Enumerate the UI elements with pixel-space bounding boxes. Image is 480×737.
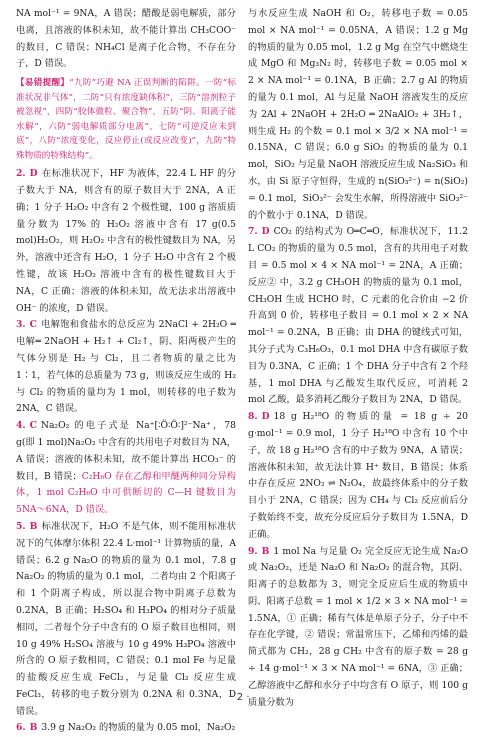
question-number: 7. (248, 226, 258, 238)
question-number: 3. (16, 319, 26, 331)
answer-letter: D (29, 168, 38, 180)
right-column (248, 6, 468, 711)
explanation: 3.9 g Na₂O₂ 的物质的量为 0.05 mol，Na₂O₂ (41, 722, 236, 734)
question-number: 5. (16, 520, 26, 532)
question-4 (16, 418, 236, 519)
explanation: 电解饱和食盐水的总反应为 2NaCl + 2H₂O ═电解═ 2NaOH + H₂↑ + Cl₂↑，阴、阳两极产生的气体分别是 H₂ 与 Cl₂，且二者物质的量之比为 1∶1，若气体的总质量为 73 g，则该反应生成的 H₂ 与 Cl₂ 的物质的量均为 1 mol，则转移的电子数为 2NA，C 错误。 (16, 319, 236, 415)
question-3 (16, 317, 236, 418)
explanation: 18 g H₂¹⁸O 的物质的量 = 18 g ÷ 20 g·mol⁻¹ = 0.9 mol，1 分子 H₂¹⁸O 中含有 10 个中子，故 18 g H₂¹⁸O 含有的中子数为 9NA，A 错误；溶液体积未知，故无法计算 H⁺ 数目，B 错误；体系中存在反应 2NO₂ ⇌ N₂O₄，故最终体系中的分子数目小于 2NA，C 错误；因为 CH₄ 与 Cl₂ 反应前后分子数始终不变，故充分反应后分子数目为 1.5NA，D 正确。 (248, 411, 468, 540)
answer-letter: C (29, 319, 37, 331)
tip-title: 【易错提醒】 (16, 78, 70, 89)
left-column (16, 6, 236, 737)
answer-letter: B (29, 722, 38, 734)
explanation: CO₂ 的结构式为 O═C═O，标准状况下，11.2 L CO₂ 的物质的量为 0.5 mol，含有的共用电子对数目 = 0.5 mol × 4 × NA mol⁻¹ = 2NA，A 正确；反应② 中，3.2 g CH₃OH 的物质的量为 0.1 mol，CH₃OH 生成 HCHO 时，C 元素的化合价由 −2 价升高到 0 价，转移电子数目 = 0.1 mol × 2 × NA mol⁻¹ = 0.2NA，B 正确；由 DHA 的键线式可知，其分子式为 C₃H₆O₃，0.1 mol DHA 中含有碳原子数目为 0.3NA，C 正确；1 个 DHA 分子中含有 2 个羟基，1 mol DHA 与乙酸发生取代反应，可消耗 2 mol 乙酸，最多消耗乙酸分子数目为 2NA，D 错误。 (248, 226, 468, 406)
question-number: 4. (16, 420, 26, 432)
answer-letter: D (261, 226, 270, 238)
question-7 (248, 224, 468, 409)
error-tip (16, 76, 236, 163)
tip-body: “九防”巧避 NA 正误判断的陷阱。一防“标准状况非气体”，二防“只有浓度缺体积”，三防“溶剂粒子被忽视”，四防“胶体微粒、聚合物”，五防“阴、阳离子能水解”，六防“弱电解质部分电离”，七防“可逆反应未到底”，八防“浓度变化，反应停止(或反应改变)”，九防“特殊物质的特殊结构”。 (16, 78, 236, 161)
paragraph: 与水反应生成 NaOH 和 O₂，转移电子数 = 0.05 mol × NA mol⁻¹ = 0.05NA，A 错误；1.2 g Mg 的物质的量为 0.05 mol，1.2 g Mg 在空气中燃烧生成 MgO 和 Mg₃N₂ 时，转移电子数 = 0.05 mol × 2 × NA mol⁻¹ = 0.1NA，B 正确；2.7 g Al 的物质的量为 0.1 mol，Al 与足量 NaOH 溶液发生的反应为 2Al + 2NaOH + 2H₂O ═ 2NaAlO₂ + 3H₂↑，则生成 H₂ 的个数 = 0.1 mol × 3/2 × NA mol⁻¹ = 0.15NA，C 错误；6.0 g SiO₂ 的物质的量为 0.1 mol，SiO₂ 与足量 NaOH 溶液反应生成 Na₂SiO₃ 和水，由 Si 原子守恒得，生成的 n(SiO₃²⁻) = n(SiO₂) = 0.1 mol，SiO₃²⁻ 会发生水解，所得溶液中 SiO₃²⁻ 的个数小于 0.1NA，D 错误。 (248, 8, 469, 221)
answer-letter: D (261, 411, 270, 423)
explanation: Na₂O₂ 的电子式是 Na⁺[∶Ö∶Ö∶]²⁻Na⁺，78 g(即 1 mol)Na₂O₂ 中含有的共用电子对数目为 NA，A 错误；溶液的体积未知，故不能计算出 HCO₃⁻ 的数目，B 错误； (16, 420, 236, 482)
question-6 (16, 720, 236, 737)
question-number: 8. (248, 411, 258, 423)
explanation: 1 mol Na 与足量 O₂ 完全反应无论生成 Na₂O 或 Na₂O₂，还是 Na₂O 和 Na₂O₂ 的混合物，其阴、阳离子的总数都为 3，则完全反应后生成的物质中阴、阳离子总数 = 1 mol × 1/2 × 3 × NA mol⁻¹ = 1.5NA，① 正确；稀有气体是单原子分子，分子中不存在化学键，② 错误；常温常压下，乙烯和丙烯的最简式都为 CH₂，28 g CH₂ 中含有的原子数 = 28 g ÷ 14 g·mol⁻¹ × 3 × NA mol⁻¹ = 6NA，③ 正确；乙醇溶液中乙醇和水分子中均含有 O 原子，则 100 g 质量分数为 (248, 545, 468, 708)
explanation: 在标准状况下，HF 为液体，22.4 L HF 的分子数大于 NA，则含有的原子数目大于 2NA，A 正确；1 分子 H₂O₂ 中含有 2 个极性键，100 g 溶质质量分数为 17% 的 H₂O₂ 溶液中含有 17 g(0.5 mol)H₂O₂，则 H₂O₂ 中含有的极性键数目为 NA，另外，溶液中还含有 H₂O，1 分子 H₂O 中含有 2 个极性键，故该 H₂O₂ 溶液中含有的极性键数目大于 NA，C 正确；溶液的体积未知，故无法求出溶液中 OH⁻ 的浓度，D 错误。 (16, 168, 236, 314)
highlighted-explanation: C₂H₆O 存在乙醇和甲醚两种同分异构体，1 mol C₂H₆O 中可供断切的 C—H 键数目为 5NA～6NA，D 错误。 (16, 470, 236, 516)
answer-letter: C (29, 420, 37, 432)
paragraph: NA mol⁻¹ = 9NA，A 错误；醋酸是弱电解质，部分电离，且溶液的体积未知，故不能计算出 CH₃COO⁻ 的数目，C 错误；NH₄Cl 是离子化合物，不存在分子，D 错误。 (16, 8, 236, 70)
answer-letter: B (261, 545, 270, 557)
question-number: 9. (248, 545, 258, 557)
question-number: 6. (16, 722, 26, 734)
explanation: 标准状况下，H₂O 不是气体，则不能用标准状况下的气体摩尔体积 22.4 L·mol⁻¹ 计算物质的量，A 错误；6.2 g Na₂O 的物质的量为 0.1 mol，7.8 g Na₂O₂ 的物质的量为 0.1 mol，二者均由 2 个阳离子和 1 个阴离子构成，所以混合物中阴离子总数为 0.2NA，B 正确；H₂SO₄ 和 H₃PO₄ 的相对分子质量相同，二者每个分子中含有的 O 原子数目也相同，则 10 g 49% H₂SO₄ 溶液与 10 g 49% H₃PO₄ 溶液中所含的 O 原子数相同，C 错误；0.1 mol Fe 与足量的盐酸反应生成 FeCl₂，与足量 Cl₂ 反应生成 FeCl₃，转移的电子数分别为 0.2NA 和 0.3NA，D 错误。 (16, 520, 236, 717)
answer-letter: B (29, 520, 38, 532)
question-number: 2. (16, 168, 26, 180)
question-9 (248, 544, 468, 712)
page-number: · 2 · (230, 692, 250, 703)
question-2 (16, 166, 236, 317)
question-5 (16, 519, 236, 721)
question-8 (248, 409, 468, 543)
